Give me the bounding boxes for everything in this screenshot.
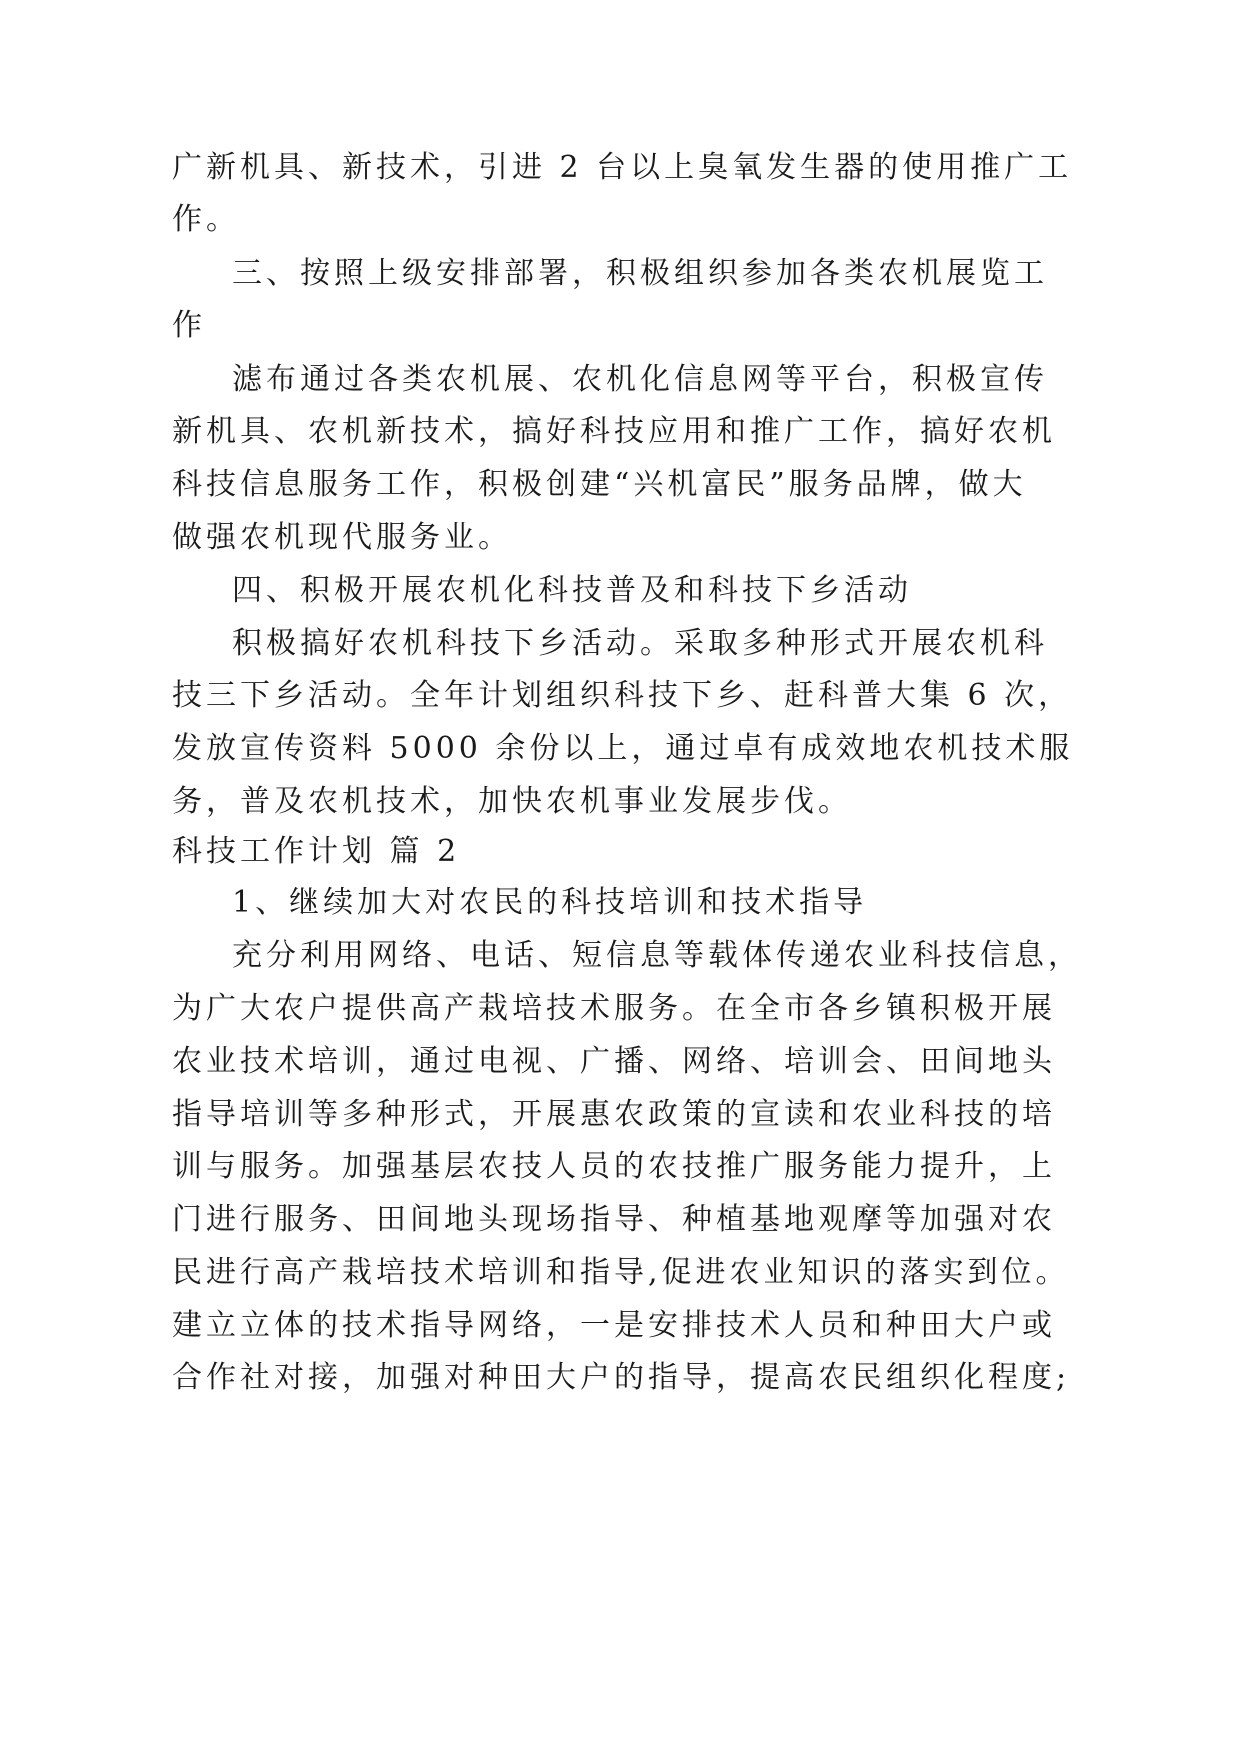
body-line-6: 新机具、农机新技术，搞好科技应用和推广工作，搞好农机 — [172, 414, 1056, 449]
plan-title: 科技工作计划 篇 2 — [172, 834, 461, 869]
subsection-heading-1: 1、继续加大对农民的科技培训和技术指导 — [232, 885, 868, 920]
body-line-1: 广新机具、新技术，引进 2 台以上臭氧发生器的使用推广工 — [172, 150, 1073, 185]
body-line-2: 作。 — [172, 202, 240, 237]
section-heading-3-cont: 作 — [172, 308, 206, 343]
body-line-16: 充分利用网络、电话、短信息等载体传递农业科技信息， — [232, 938, 1082, 973]
body-line-13: 务，普及农机技术，加快农机事业发展步伐。 — [172, 784, 852, 819]
body-line-21: 门进行服务、田间地头现场指导、种植基地观摩等加强对农 — [172, 1202, 1056, 1237]
body-line-8: 做强农机现代服务业。 — [172, 520, 512, 555]
body-line-19: 指导培训等多种形式，开展惠农政策的宣读和农业科技的培 — [172, 1097, 1056, 1132]
body-line-23: 建立立体的技术指导网络，一是安排技术人员和种田大户或 — [172, 1308, 1056, 1343]
body-line-11: 技三下乡活动。全年计划组织科技下乡、赶科普大集 6 次， — [172, 678, 1073, 713]
body-line-17: 为广大农户提供高产栽培技术服务。在全市各乡镇积极开展 — [172, 991, 1056, 1026]
section-heading-4: 四、积极开展农机化科技普及和科技下乡活动 — [232, 573, 912, 608]
body-line-12: 发放宣传资料 5000 余份以上，通过卓有成效地农机技术服 — [172, 731, 1074, 766]
body-line-5: 滤布通过各类农机展、农机化信息网等平台，积极宣传 — [232, 362, 1048, 397]
body-line-18: 农业技术培训，通过电视、广播、网络、培训会、田间地头 — [172, 1044, 1056, 1079]
body-line-7: 科技信息服务工作，积极创建“兴机富民”服务品牌，做大 — [172, 467, 1027, 502]
body-line-10: 积极搞好农机科技下乡活动。采取多种形式开展农机科 — [232, 626, 1048, 661]
body-line-22: 民进行高产栽培技术培训和指导,促进农业知识的落实到位。 — [172, 1255, 1070, 1290]
body-line-20: 训与服务。加强基层农技人员的农技推广服务能力提升，上 — [172, 1149, 1056, 1184]
section-heading-3: 三、按照上级安排部署，积极组织参加各类农机展览工 — [232, 256, 1048, 291]
body-line-24: 合作社对接，加强对种田大户的指导，提高农民组织化程度; — [172, 1360, 1071, 1395]
